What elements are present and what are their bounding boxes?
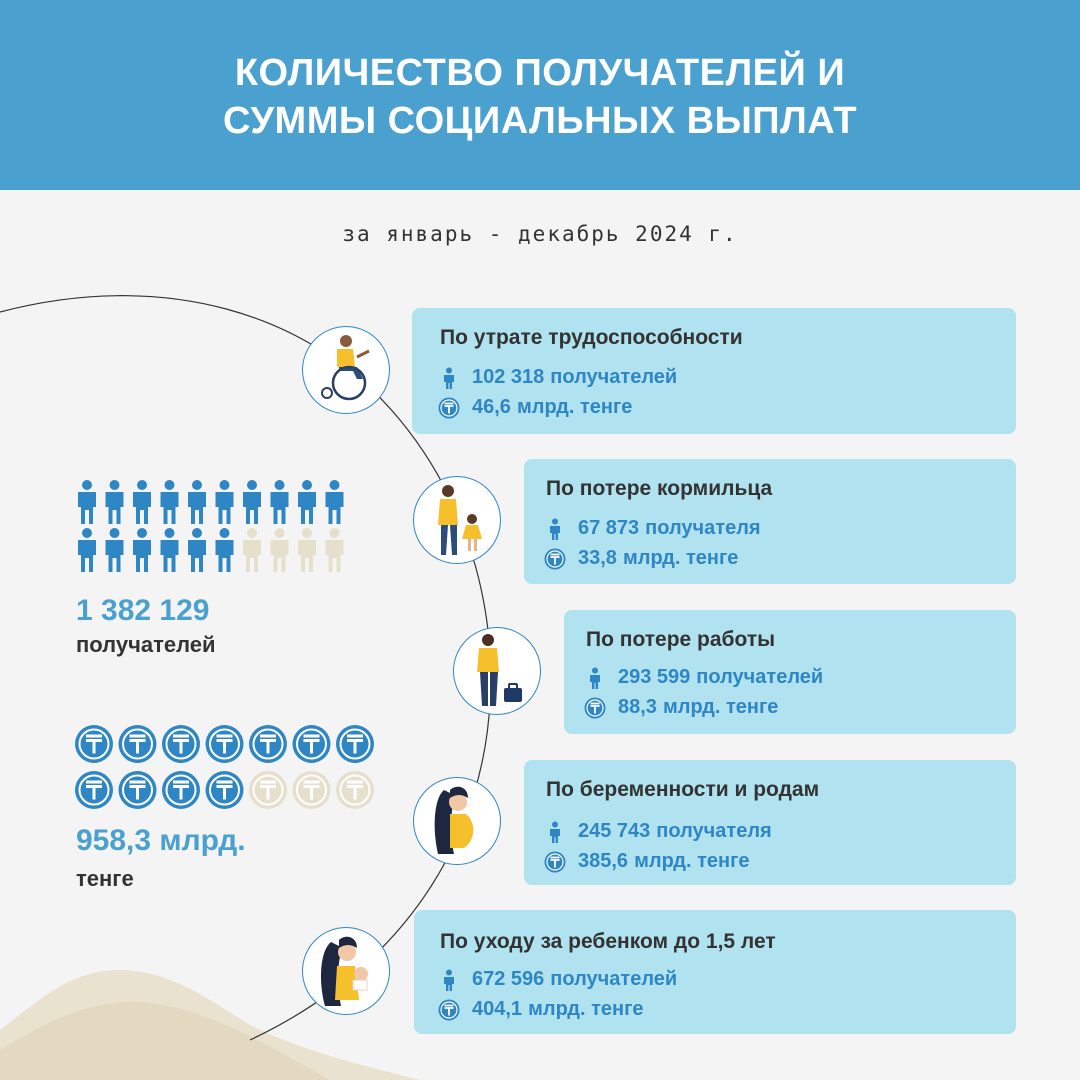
card-amount: 385,6 млрд. тенге: [544, 850, 750, 873]
recipients-people-grid: [76, 480, 356, 585]
category-card-job-loss: [564, 610, 1016, 734]
tenge-coin-pictogram-icon: [119, 771, 157, 809]
tenge-coin-pictogram-icon: [249, 725, 287, 763]
card-recipients: 293 599 получателей: [584, 666, 823, 689]
person-pictogram-icon: [216, 528, 234, 572]
card-title: По утрате трудоспособности: [440, 326, 743, 349]
unemployed-man-icon: [453, 627, 541, 715]
total-amount-value: 958,3 млрд.: [76, 824, 246, 857]
total-amount-label: тенге: [76, 866, 134, 891]
person-pictogram-icon: [78, 528, 96, 572]
tenge-coin-pictogram-icon: [336, 771, 374, 809]
category-card-childcare: [414, 910, 1016, 1034]
mother-baby-icon: [302, 927, 390, 1015]
tenge-coin-pictogram-icon: [293, 771, 331, 809]
tenge-coin-icon: [544, 851, 566, 873]
total-recipients-label: получателей: [76, 632, 216, 657]
tenge-coin-pictogram-icon: [119, 725, 157, 763]
card-recipients: 102 318 получателей: [438, 366, 677, 389]
tenge-coin-pictogram-icon: [162, 771, 200, 809]
person-pictogram-icon: [243, 528, 261, 572]
person-pictogram-icon: [298, 528, 316, 572]
person-pictogram-icon: [326, 528, 344, 572]
title-line-2: СУММЫ СОЦИАЛЬНЫХ ВЫПЛАТ: [222, 100, 858, 142]
title-line-1: КОЛИЧЕСТВО ПОЛУЧАТЕЛЕЙ И: [234, 52, 846, 94]
person-pictogram-icon: [133, 480, 151, 524]
person-pictogram-icon: [188, 528, 206, 572]
tenge-coin-icon: [438, 999, 460, 1021]
person-pictogram-icon: [298, 480, 316, 524]
person-pictogram-icon: [78, 480, 96, 524]
person-pictogram-icon: [188, 480, 206, 524]
person-pictogram-icon: [271, 528, 289, 572]
person-pictogram-icon: [243, 480, 261, 524]
tenge-coin-pictogram-icon: [162, 725, 200, 763]
card-amount: 404,1 млрд. тенге: [438, 998, 644, 1021]
period-subtitle: за январь - декабрь 2024 г.: [342, 222, 738, 246]
card-recipients: 67 873 получателя: [544, 517, 761, 540]
card-recipients: 245 743 получателя: [544, 820, 772, 843]
person-icon: [438, 367, 460, 389]
wheelchair-user-icon: [302, 326, 390, 414]
category-card-maternity: [524, 760, 1016, 885]
tenge-coin-pictogram-icon: [249, 771, 287, 809]
person-pictogram-icon: [161, 480, 179, 524]
card-title: По уходу за ребенком до 1,5 лет: [440, 930, 776, 953]
person-pictogram-icon: [326, 480, 344, 524]
tenge-coin-pictogram-icon: [75, 725, 113, 763]
card-amount: 33,8 млрд. тенге: [544, 547, 738, 570]
card-amount: 88,3 млрд. тенге: [584, 696, 778, 719]
person-icon: [544, 821, 566, 843]
person-pictogram-icon: [271, 480, 289, 524]
card-title: По потере работы: [586, 628, 776, 651]
category-card-breadwinner: [524, 459, 1016, 584]
card-title: По потере кормильца: [546, 477, 773, 500]
person-icon: [584, 667, 606, 689]
tenge-coin-pictogram-icon: [206, 725, 244, 763]
tenge-coin-pictogram-icon: [336, 725, 374, 763]
amount-coins-grid: [74, 724, 384, 815]
person-pictogram-icon: [133, 528, 151, 572]
card-title: По беременности и родам: [546, 778, 820, 801]
father-child-icon: [413, 476, 501, 564]
tenge-coin-icon: [584, 697, 606, 719]
person-pictogram-icon: [161, 528, 179, 572]
total-recipients-value: 1 382 129: [76, 594, 210, 627]
tenge-coin-icon: [438, 397, 460, 419]
pregnant-woman-icon: [413, 777, 501, 865]
person-pictogram-icon: [216, 480, 234, 524]
tenge-coin-pictogram-icon: [75, 771, 113, 809]
person-icon: [438, 969, 460, 991]
people-pictogram: [76, 480, 356, 580]
coins-pictogram: [74, 724, 384, 810]
card-amount: 46,6 млрд. тенге: [438, 396, 632, 419]
category-card-disability: [412, 308, 1016, 434]
card-recipients: 672 596 получателей: [438, 968, 677, 991]
person-pictogram-icon: [106, 480, 124, 524]
tenge-coin-pictogram-icon: [206, 771, 244, 809]
person-icon: [544, 518, 566, 540]
tenge-coin-icon: [544, 548, 566, 570]
person-pictogram-icon: [106, 528, 124, 572]
tenge-coin-pictogram-icon: [293, 725, 331, 763]
